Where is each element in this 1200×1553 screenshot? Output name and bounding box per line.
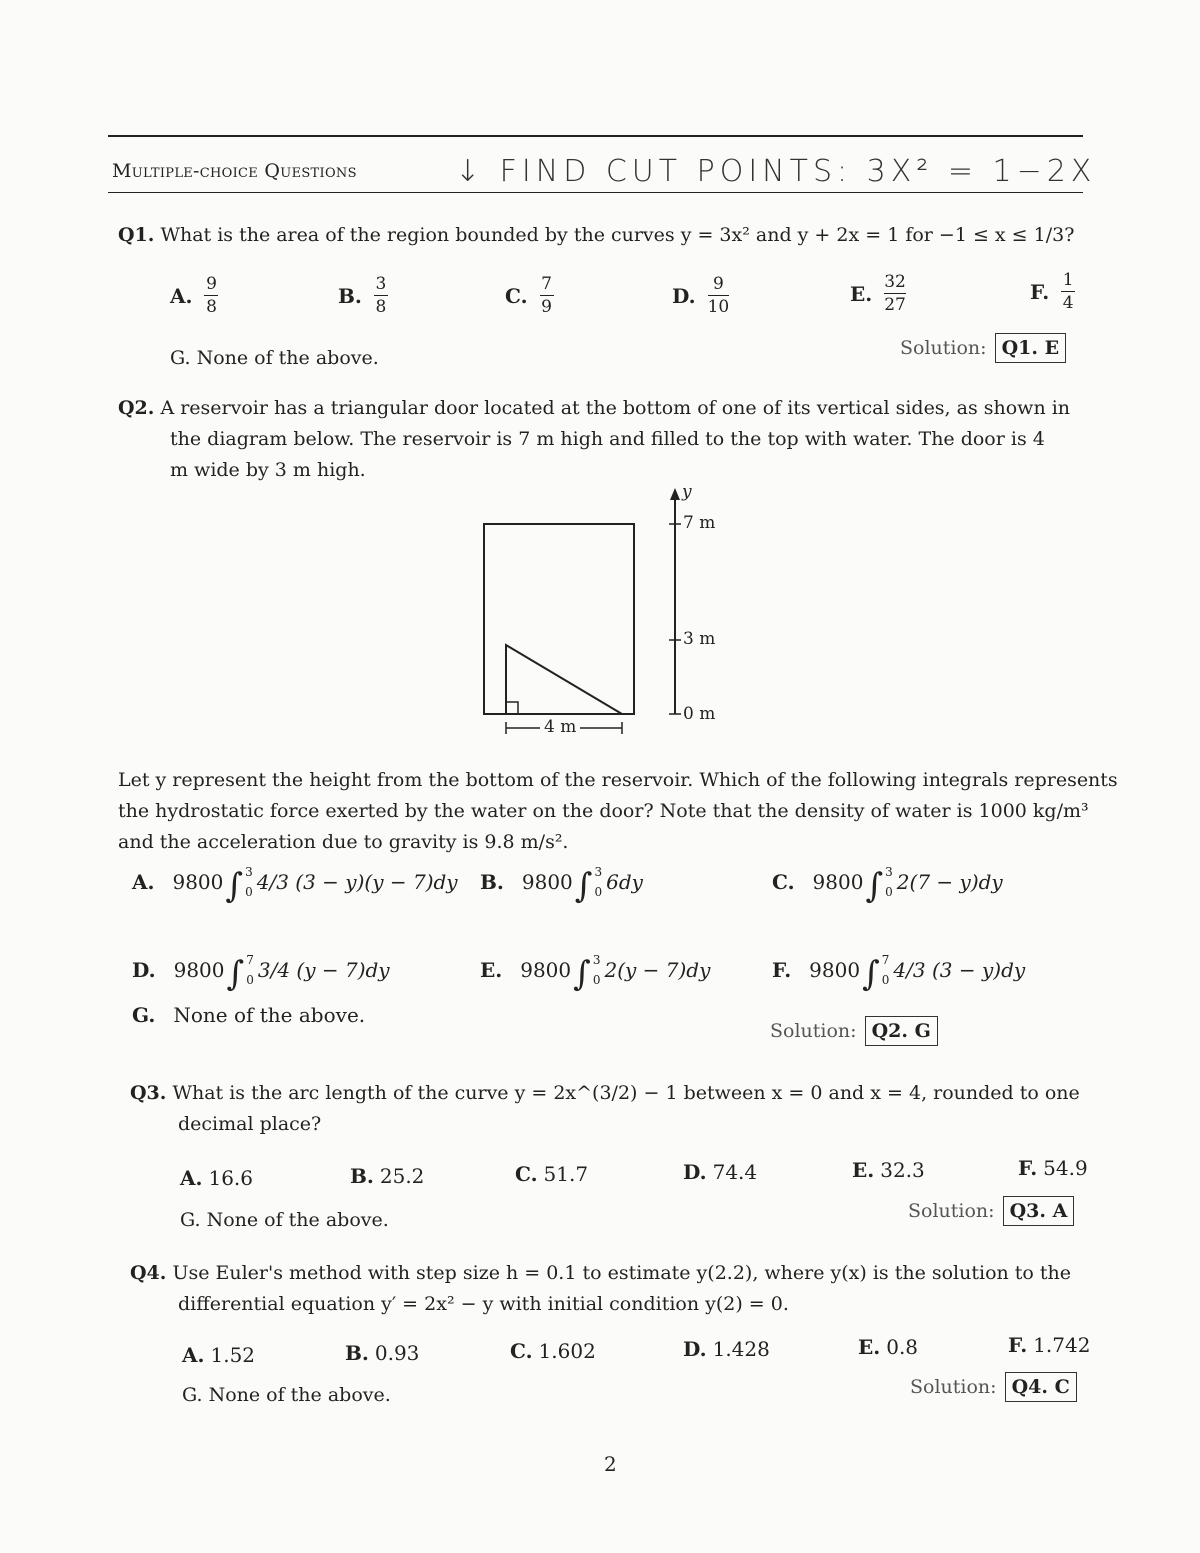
q1-solution-label: Solution: bbox=[900, 337, 987, 359]
q3-solution-label: Solution: bbox=[908, 1200, 995, 1222]
q1-e-fraction: $\frac{32}{27}$ bbox=[884, 272, 906, 315]
q4-a-value: 1.52 bbox=[210, 1343, 256, 1367]
q3-e-value: 32.3 bbox=[880, 1158, 925, 1182]
diagram-y-label: y bbox=[682, 482, 692, 502]
q4-line1: Use Euler's method with step size h = 0.1 to estimate y(2.2), where y(x) is the solution to the bbox=[172, 1262, 1072, 1284]
q2-after2: the hydrostatic force exerted by the water on the door? Note that the density of water is 1000 kg/m³ bbox=[118, 800, 1089, 822]
q2-c-coef: 9800 bbox=[812, 870, 864, 894]
q2-c-limits: 3 0 bbox=[885, 865, 893, 899]
header-bottom-rule bbox=[108, 192, 1083, 193]
q2-number: Q2. bbox=[118, 397, 155, 419]
triangular-door bbox=[506, 645, 622, 714]
q4-d-label: D. bbox=[683, 1337, 707, 1361]
q4-d-value: 1.428 bbox=[712, 1337, 770, 1361]
q3-number: Q3. bbox=[130, 1082, 167, 1104]
q1-a-fraction: $\frac{9}{8}$ bbox=[206, 274, 217, 317]
integral-sign-icon: ∫ bbox=[573, 954, 591, 994]
q2-solution-label: Solution: bbox=[770, 1020, 857, 1042]
q3-option-d[interactable] bbox=[683, 1160, 757, 1184]
q2-d-label: D. bbox=[132, 958, 156, 982]
q1-b-label: B. bbox=[338, 283, 362, 308]
q4-stem bbox=[130, 1258, 1071, 1320]
q1-stem bbox=[118, 220, 1074, 251]
q2-f-integrand: 4/3 (3 − y)dy bbox=[893, 958, 1026, 982]
q3-d-value: 74.4 bbox=[712, 1160, 758, 1184]
q1-option-d[interactable] bbox=[672, 275, 729, 316]
q4-option-f[interactable] bbox=[1008, 1333, 1090, 1357]
q2-d-limits: 7 0 bbox=[246, 953, 254, 987]
q2-option-c[interactable] bbox=[772, 862, 1003, 906]
q3-option-e[interactable] bbox=[852, 1158, 925, 1182]
q4-c-label: C. bbox=[510, 1339, 533, 1363]
q3-b-label: B. bbox=[350, 1164, 374, 1188]
integral-sign-icon: ∫ bbox=[225, 866, 244, 906]
q4-option-e[interactable] bbox=[858, 1335, 918, 1359]
q2-followup bbox=[118, 765, 1118, 858]
diagram-top-label: 7 m bbox=[683, 513, 716, 533]
q2-e-limits: 3 0 bbox=[592, 953, 601, 987]
q2-b-coef: 9800 bbox=[521, 870, 573, 894]
q2-d-integrand: 3/4 (y − 7)dy bbox=[257, 958, 390, 982]
q3-c-label: C. bbox=[515, 1162, 538, 1186]
q2-e-coef: 9800 bbox=[520, 958, 572, 982]
q2-a-integrand: 4/3 (3 − y)(y − 7)dy bbox=[256, 870, 458, 894]
q2-option-d[interactable] bbox=[132, 950, 390, 994]
q4-option-g[interactable]: G. None of the above. bbox=[182, 1384, 391, 1406]
q2-b-limits: 3 0 bbox=[594, 865, 603, 899]
q4-line2: differential equation y′ = 2x² − y with initial condition y(2) = 0. bbox=[178, 1293, 789, 1315]
q3-f-value: 54.9 bbox=[1043, 1156, 1088, 1180]
q4-option-c[interactable] bbox=[510, 1339, 596, 1363]
q4-option-a[interactable] bbox=[182, 1343, 255, 1367]
q4-option-b[interactable] bbox=[345, 1341, 419, 1365]
q3-d-label: D. bbox=[683, 1160, 707, 1184]
q3-b-value: 25.2 bbox=[379, 1164, 425, 1188]
q1-option-b[interactable] bbox=[338, 275, 388, 316]
diagram-bottom-label: 0 m bbox=[683, 704, 716, 724]
q2-e-integrand: 2(y − 7)dy bbox=[604, 958, 711, 982]
q3-option-c[interactable] bbox=[515, 1162, 588, 1186]
header-top-rule bbox=[108, 135, 1083, 137]
y-axis-arrow-icon bbox=[670, 488, 680, 500]
q1-a-label: A. bbox=[170, 283, 193, 308]
q2-line3: m wide by 3 m high. bbox=[170, 459, 366, 481]
handwritten-note: ↓ FIND CUT POINTS: 3X² = 1−2X bbox=[455, 154, 1097, 189]
q1-f-label: F. bbox=[1030, 279, 1050, 304]
integral-sign-icon: ∫ bbox=[574, 866, 593, 906]
q3-option-g[interactable]: G. None of the above. bbox=[180, 1209, 389, 1231]
q4-b-label: B. bbox=[345, 1341, 369, 1365]
q3-option-a[interactable] bbox=[180, 1166, 253, 1190]
q2-c-integrand: 2(7 − y)dy bbox=[896, 870, 1003, 894]
q3-option-b[interactable] bbox=[350, 1164, 424, 1188]
q3-c-value: 51.7 bbox=[543, 1162, 589, 1186]
q4-solution-box: Q4. C bbox=[1005, 1372, 1077, 1402]
q1-option-f[interactable] bbox=[1030, 271, 1075, 312]
q3-option-f[interactable] bbox=[1018, 1156, 1088, 1180]
q2-g-text: None of the above. bbox=[173, 1003, 366, 1027]
q2-a-coef: 9800 bbox=[172, 870, 224, 894]
q3-line2: decimal place? bbox=[178, 1113, 322, 1135]
q2-c-label: C. bbox=[772, 870, 795, 894]
q3-solution-box: Q3. A bbox=[1003, 1196, 1075, 1226]
q1-d-fraction: $\frac{9}{10}$ bbox=[707, 274, 730, 317]
q1-d-label: D. bbox=[672, 283, 696, 308]
q1-option-c[interactable] bbox=[505, 275, 554, 316]
q3-a-label: A. bbox=[180, 1166, 203, 1190]
q2-after1: Let y represent the height from the bottom of the reservoir. Which of the following integrals represents bbox=[118, 769, 1118, 791]
section-title: Multiple-choice Questions bbox=[112, 160, 357, 182]
q1-option-e[interactable] bbox=[850, 273, 906, 314]
q2-b-label: B. bbox=[480, 870, 504, 894]
q2-f-label: F. bbox=[772, 958, 792, 982]
q2-d-coef: 9800 bbox=[173, 958, 225, 982]
q4-option-d[interactable] bbox=[683, 1337, 770, 1361]
q3-stem bbox=[130, 1078, 1080, 1140]
diagram-mid-label: 3 m bbox=[683, 629, 716, 649]
integral-sign-icon: ∫ bbox=[226, 954, 245, 994]
q2-option-f[interactable] bbox=[772, 950, 1026, 994]
q1-e-label: E. bbox=[850, 281, 873, 306]
right-angle-marker bbox=[506, 702, 518, 714]
q1-text: What is the area of the region bounded by the curves y = 3x² and y + 2x = 1 for −1 ≤ x ≤ 1/3? bbox=[160, 224, 1075, 246]
q2-option-b[interactable] bbox=[480, 862, 643, 906]
q4-c-value: 1.602 bbox=[538, 1339, 596, 1363]
diagram-width-label: 4 m bbox=[540, 717, 580, 737]
q1-c-label: C. bbox=[505, 283, 528, 308]
q1-solution-box: Q1. E bbox=[995, 333, 1066, 363]
q2-option-a[interactable] bbox=[132, 862, 458, 906]
q1-solution bbox=[900, 333, 1066, 363]
q2-line2: the diagram below. The reservoir is 7 m high and filled to the top with water. The door is 4 bbox=[170, 428, 1045, 450]
q1-c-fraction: $\frac{7}{9}$ bbox=[541, 274, 552, 317]
q2-after3: and the acceleration due to gravity is 9.8 m/s². bbox=[118, 831, 569, 853]
q2-solution-box: Q2. G bbox=[865, 1016, 938, 1046]
integral-sign-icon: ∫ bbox=[862, 954, 880, 994]
q2-solution bbox=[770, 1016, 938, 1046]
q4-f-label: F. bbox=[1008, 1333, 1028, 1357]
q1-number: Q1. bbox=[118, 224, 155, 246]
q1-b-fraction: $\frac{3}{8}$ bbox=[375, 274, 387, 317]
q2-f-limits: 7 0 bbox=[881, 953, 890, 987]
q4-e-label: E. bbox=[858, 1335, 881, 1359]
q3-e-label: E. bbox=[852, 1158, 875, 1182]
q3-line1: What is the arc length of the curve y = 2x^(3/2) − 1 between x = 0 and x = 4, rounded to one bbox=[172, 1082, 1080, 1104]
q3-f-label: F. bbox=[1018, 1156, 1038, 1180]
q1-option-g[interactable]: G. None of the above. bbox=[170, 347, 379, 369]
q2-stem bbox=[118, 393, 1070, 486]
q4-b-value: 0.93 bbox=[374, 1341, 420, 1365]
q2-option-e[interactable] bbox=[480, 950, 711, 994]
q4-solution-label: Solution: bbox=[910, 1376, 997, 1398]
q4-e-value: 0.8 bbox=[886, 1335, 919, 1359]
q2-line1: A reservoir has a triangular door located at the bottom of one of its vertical sides, as shown in bbox=[160, 397, 1071, 419]
page-number: 2 bbox=[604, 1452, 617, 1476]
q4-f-value: 1.742 bbox=[1033, 1333, 1091, 1357]
q1-f-fraction: $\frac{1}{4}$ bbox=[1062, 270, 1074, 313]
q3-a-value: 16.6 bbox=[208, 1166, 254, 1190]
integral-sign-icon: ∫ bbox=[865, 866, 884, 906]
q2-b-integrand: 6dy bbox=[606, 870, 643, 894]
q3-solution bbox=[908, 1196, 1074, 1226]
q2-g-label: G. bbox=[132, 1003, 156, 1027]
q4-a-label: A. bbox=[182, 1343, 205, 1367]
q4-solution bbox=[910, 1372, 1077, 1402]
q2-a-limits: 3 0 bbox=[245, 865, 253, 899]
q2-e-label: E. bbox=[480, 958, 503, 982]
q2-a-label: A. bbox=[132, 870, 155, 894]
q4-number: Q4. bbox=[130, 1262, 167, 1284]
q2-f-coef: 9800 bbox=[809, 958, 861, 982]
q1-option-a[interactable] bbox=[170, 275, 218, 316]
q2-option-g[interactable] bbox=[132, 1003, 365, 1027]
